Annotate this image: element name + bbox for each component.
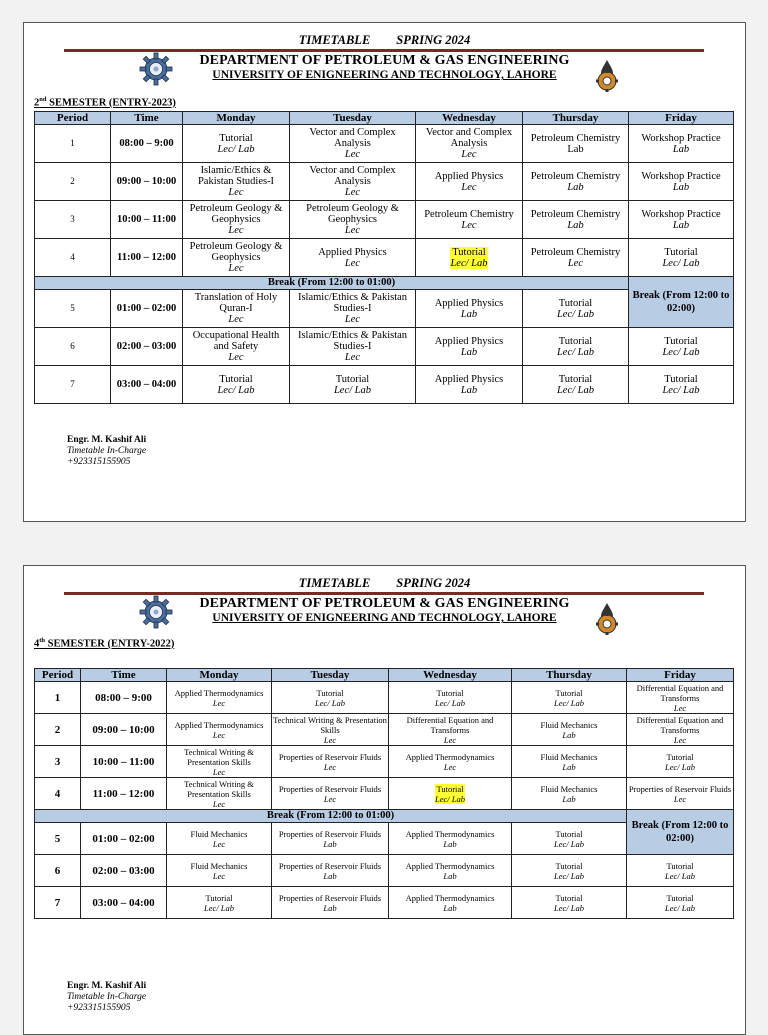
session-type: Lec (461, 219, 477, 231)
column-header: Thursday (523, 112, 629, 125)
class-cell (523, 239, 629, 277)
subject-name: Petroleum Chemistry (424, 208, 514, 220)
class-cell (629, 125, 734, 163)
subject-name: Applied Physics (434, 170, 504, 182)
session-type: Lab (460, 308, 478, 320)
class-cell (290, 163, 416, 201)
class-cell (167, 778, 272, 810)
class-cell (629, 201, 734, 239)
signatory-role: Timetable In-Charge (67, 446, 147, 456)
subject-name: Fluid Mechanics (540, 751, 598, 762)
session-type: Lec (461, 181, 477, 193)
class-cell (523, 125, 629, 163)
session-type: Lec (567, 257, 584, 269)
class-cell (523, 163, 629, 201)
column-header: Time (111, 112, 183, 125)
session-type: Lec (344, 352, 361, 363)
signatory-name: Engr. M. Kashif Ali (67, 981, 147, 991)
signatory-phone: +923315155905 (67, 1003, 131, 1013)
subject-name: Applied Thermodynamics (405, 892, 495, 903)
subject-name: Islamic/Ethics & Pakistan Studies-I (297, 330, 408, 352)
session-type: Lab (562, 761, 576, 772)
timetable-table (34, 668, 734, 919)
session-type: Lec (323, 793, 337, 804)
department-name: DEPARTMENT OF PETROLEUM & GAS ENGINEERING (199, 596, 570, 611)
subject-name: Tutorial (316, 687, 344, 698)
time-cell: 11:00 – 12:00 (111, 239, 183, 277)
time-cell: 11:00 – 12:00 (81, 778, 167, 810)
class-cell (389, 682, 512, 714)
subject-name: Tutorial (555, 687, 583, 698)
subject-name: Applied Thermodynamics (174, 687, 264, 698)
time-cell: 10:00 – 11:00 (111, 201, 183, 239)
time-cell: 08:00 – 9:00 (111, 125, 183, 163)
subject-name: Fluid Mechanics (540, 783, 598, 794)
class-cell (389, 855, 512, 887)
session-type: Lab (672, 219, 690, 231)
period-cell: 4 (35, 239, 111, 277)
class-cell (523, 290, 629, 328)
session-type: Lab (460, 384, 478, 396)
subject-name: Petroleum Geology & Geophysics (189, 241, 283, 263)
session-type: Lec/ Lab (554, 838, 584, 849)
break-label: Break (From 12:00 to 01:00) (35, 810, 627, 823)
subject-name: Workshop Practice (641, 132, 721, 144)
class-cell (183, 125, 290, 163)
subject-name: Tutorial (666, 892, 694, 903)
table-row (35, 682, 734, 714)
university-name: UNIVERSITY OF ENIGNEERING AND TECHNOLOGY, LAHORE (212, 612, 557, 624)
class-cell (629, 239, 734, 277)
session-type: Lec (228, 352, 244, 363)
class-cell (629, 163, 734, 201)
session-type: Lab (443, 838, 457, 849)
subject-name: Properties of Reservoir Fluids (278, 860, 382, 871)
session-type: Lec (344, 314, 361, 325)
subject-name: Tutorial (558, 297, 593, 309)
highlighted-entry (450, 247, 487, 269)
university-name: UNIVERSITY OF ENIGNEERING AND TECHNOLOGY, LAHORE (212, 69, 557, 81)
subject-name: Tutorial (558, 335, 593, 347)
session-type: Lec (212, 870, 226, 881)
session-type: Lec/ Lab (662, 346, 700, 358)
class-cell (627, 778, 734, 810)
highlighted-entry (435, 784, 465, 804)
signatory-role: Timetable In-Charge (67, 992, 147, 1002)
subject-name: Tutorial (205, 892, 233, 903)
table-row (35, 887, 734, 919)
session-type: Lab (323, 838, 337, 849)
column-header: Period (35, 112, 111, 125)
session-type: Lec/ Lab (204, 902, 234, 913)
class-cell (629, 366, 734, 404)
time-cell: 01:00 – 02:00 (81, 823, 167, 855)
subject-name: Tutorial (335, 373, 370, 385)
table-row (35, 201, 734, 239)
class-cell (627, 746, 734, 778)
session-type: Lec/ Lab (556, 308, 595, 320)
subject-name: Applied Physics (434, 297, 504, 309)
subject-name: Occupational Health and Safety (192, 330, 280, 352)
column-header: Tuesday (290, 112, 416, 125)
class-cell (523, 328, 629, 366)
subject-name: Technical Writing & Presentation Skills (273, 714, 387, 735)
session-type: Lec (673, 793, 687, 804)
class-cell (512, 746, 627, 778)
subject-name: Petroleum Chemistry (530, 170, 621, 182)
class-cell (627, 682, 734, 714)
subject-name: Tutorial (436, 687, 464, 698)
subject-name: Fluid Mechanics (540, 719, 598, 730)
session-type: Lab (460, 346, 478, 358)
session-type: Lec/ Lab (315, 697, 345, 708)
session-type: Lec/ Lab (450, 257, 488, 269)
class-cell (627, 714, 734, 746)
friday-break-label: Break (From 12:00 to 02:00) (627, 810, 734, 855)
column-header: Monday (167, 669, 272, 682)
period-cell: 1 (35, 682, 81, 714)
class-cell (389, 823, 512, 855)
class-cell (416, 239, 523, 277)
class-cell (290, 201, 416, 239)
class-cell (272, 746, 389, 778)
subject-name: Differential Equation and Transforms (636, 714, 724, 735)
table-row (35, 125, 734, 163)
subject-name: Petroleum Geology & Geophysics (306, 203, 399, 225)
time-cell: 03:00 – 04:00 (111, 366, 183, 404)
session-type: Lec/ Lab (665, 902, 695, 913)
period-cell: 1 (35, 125, 111, 163)
class-cell (167, 714, 272, 746)
timetable-page-1 (23, 22, 746, 522)
session-type: Lec (673, 734, 687, 745)
table-row (35, 778, 734, 810)
header-row (35, 112, 734, 125)
signature-block (67, 435, 146, 468)
period-cell: 2 (35, 714, 81, 746)
session-type: Lec/ Lab (435, 697, 465, 708)
period-cell: 3 (35, 746, 81, 778)
time-cell: 01:00 – 02:00 (111, 290, 183, 328)
table-row (35, 163, 734, 201)
class-cell (290, 125, 416, 163)
signature-block (67, 981, 146, 1014)
session-type: Lec/ Lab (554, 902, 584, 913)
session-type: Lec (673, 702, 687, 713)
period-cell: 3 (35, 201, 111, 239)
class-cell (389, 746, 512, 778)
subject-name: Petroleum Chemistry Lab (530, 132, 621, 155)
period-cell: 6 (35, 328, 111, 366)
session-type: Lab (323, 902, 337, 913)
table-row (35, 746, 734, 778)
session-type: Lec (344, 149, 361, 160)
time-cell: 10:00 – 11:00 (81, 746, 167, 778)
session-type: Lec (323, 734, 337, 745)
class-cell (512, 714, 627, 746)
subject-name: Fluid Mechanics (190, 860, 248, 871)
subject-name: Vector and Complex Analysis (309, 127, 396, 149)
signatory-name: Engr. M. Kashif Ali (67, 435, 147, 445)
period-cell: 6 (35, 855, 81, 887)
class-cell (183, 328, 290, 366)
session-type: Lec (228, 263, 244, 274)
subject-name: Properties of Reservoir Fluids (278, 828, 382, 839)
column-header: Friday (627, 669, 734, 682)
class-cell (272, 855, 389, 887)
subject-name: Applied Thermodynamics (405, 828, 495, 839)
subject-name: Tutorial (664, 373, 698, 385)
subject-name: Properties of Reservoir Fluids (278, 783, 382, 794)
class-cell (627, 855, 734, 887)
session-type: Lec (212, 729, 226, 740)
class-cell (167, 823, 272, 855)
table-row (35, 328, 734, 366)
session-type: Lab (672, 181, 690, 193)
subject-name: Tutorial (664, 335, 698, 347)
column-header: Time (81, 669, 167, 682)
session-type: Lab (562, 793, 576, 804)
session-type: Lec/ Lab (435, 793, 465, 804)
column-header: Thursday (512, 669, 627, 682)
table-row (35, 366, 734, 404)
table-row (35, 239, 734, 277)
session-type: Lec (228, 187, 244, 198)
subject-name: Technical Writing & Presentation Skills (184, 778, 254, 799)
subject-name: Tutorial (666, 751, 694, 762)
time-cell: 03:00 – 04:00 (81, 887, 167, 919)
timetable-heading: TIMETABLE SPRING 2024 (298, 576, 471, 590)
subject-name: Vector and Complex Analysis (309, 165, 396, 187)
subject-name: Islamic/Ethics & Pakistan Studies-I (197, 165, 275, 187)
class-cell (272, 714, 389, 746)
session-type: Lec/ Lab (556, 384, 595, 396)
subject-name: Translation of Holy Quran-I (194, 292, 278, 314)
session-type: Lab (672, 143, 690, 155)
class-cell (416, 366, 523, 404)
session-type: Lec (344, 225, 361, 236)
subject-name: Workshop Practice (641, 170, 721, 182)
subject-name: Applied Physics (318, 246, 387, 258)
class-cell (512, 682, 627, 714)
session-type: Lec (212, 798, 226, 809)
header-row (35, 669, 734, 682)
class-cell (629, 328, 734, 366)
subject-name: Tutorial (558, 373, 593, 385)
time-cell: 09:00 – 10:00 (81, 714, 167, 746)
column-header: Wednesday (416, 112, 523, 125)
class-cell (183, 201, 290, 239)
semester-label: 4th SEMESTER (ENTRY-2022) (34, 637, 175, 650)
session-type: Lec/ Lab (665, 870, 695, 881)
class-cell (512, 887, 627, 919)
session-type: Lec/ Lab (662, 257, 700, 269)
period-cell: 5 (35, 290, 111, 328)
class-cell (290, 290, 416, 328)
session-type: Lec (461, 149, 477, 160)
subject-name: Tutorial (666, 860, 694, 871)
session-type: Lec/ Lab (217, 384, 255, 396)
class-cell (183, 366, 290, 404)
subject-name: Applied Thermodynamics (405, 860, 495, 871)
session-type: Lec (228, 314, 244, 325)
class-cell (272, 887, 389, 919)
session-type: Lec (344, 257, 361, 269)
column-header: Period (35, 669, 81, 682)
subject-name: Differential Equation and Transforms (636, 682, 724, 703)
class-cell (290, 239, 416, 277)
subject-name: Tutorial (219, 132, 253, 144)
period-cell: 7 (35, 366, 111, 404)
class-cell (272, 823, 389, 855)
class-cell (290, 328, 416, 366)
session-type: Lec (443, 734, 457, 745)
class-cell (389, 778, 512, 810)
class-cell (512, 823, 627, 855)
subject-name: Tutorial (555, 892, 583, 903)
column-header: Friday (629, 112, 734, 125)
class-cell (416, 328, 523, 366)
session-type: Lec/ Lab (554, 697, 584, 708)
session-type: Lec/ Lab (217, 143, 255, 155)
class-cell (512, 855, 627, 887)
class-cell (183, 239, 290, 277)
semester-label: 2nd SEMESTER (ENTRY-2023) (34, 96, 176, 109)
session-type: Lec (323, 761, 337, 772)
time-cell: 02:00 – 03:00 (111, 328, 183, 366)
class-cell (512, 778, 627, 810)
session-type: Lab (443, 870, 457, 881)
session-type: Lec (212, 766, 226, 777)
session-type: Lec/ Lab (554, 870, 584, 881)
subject-name: Applied Thermodynamics (174, 719, 264, 730)
subject-name: Applied Physics (434, 373, 504, 385)
subject-name: Properties of Reservoir Fluids (628, 783, 732, 794)
session-type: Lec/ Lab (662, 384, 700, 396)
session-type: Lab (567, 181, 584, 193)
break-row (35, 277, 734, 290)
subject-name: Petroleum Geology & Geophysics (189, 203, 283, 225)
session-type: Lec (344, 187, 361, 198)
break-label: Break (From 12:00 to 01:00) (35, 277, 629, 290)
subject-name: Applied Physics (434, 335, 504, 347)
class-cell (416, 290, 523, 328)
subject-name: Properties of Reservoir Fluids (278, 751, 382, 762)
class-cell (183, 163, 290, 201)
session-type: Lab (443, 902, 457, 913)
time-cell: 08:00 – 9:00 (81, 682, 167, 714)
period-cell: 7 (35, 887, 81, 919)
time-cell: 02:00 – 03:00 (81, 855, 167, 887)
session-type: Lec/ Lab (665, 761, 695, 772)
subject-name: Tutorial (664, 246, 698, 258)
subject-name: Technical Writing & Presentation Skills (184, 746, 254, 767)
column-header: Tuesday (272, 669, 389, 682)
timetable-table (34, 111, 734, 404)
subject-name: Islamic/Ethics & Pakistan Studies-I (297, 292, 408, 314)
subject-name: Vector and Complex Analysis (425, 127, 513, 149)
break-row (35, 810, 734, 823)
class-cell (523, 366, 629, 404)
column-header: Wednesday (389, 669, 512, 682)
signatory-phone: +923315155905 (67, 457, 131, 467)
subject-name: Tutorial (555, 828, 583, 839)
subject-name: Tutorial (219, 373, 253, 385)
friday-break-label: Break (From 12:00 to 02:00) (629, 277, 734, 328)
session-type: Lab (567, 219, 584, 231)
class-cell (290, 366, 416, 404)
class-cell (627, 887, 734, 919)
session-type: Lab (323, 870, 337, 881)
subject-name: Differential Equation and Transforms (406, 714, 494, 735)
timetable-heading: TIMETABLE SPRING 2024 (298, 33, 471, 47)
subject-name: Tutorial (555, 860, 583, 871)
session-type: Lec (443, 761, 457, 772)
department-name: DEPARTMENT OF PETROLEUM & GAS ENGINEERING (199, 53, 570, 68)
class-cell (389, 887, 512, 919)
session-type: Lec/ Lab (333, 384, 372, 396)
subject-name: Applied Thermodynamics (405, 751, 495, 762)
class-cell (416, 163, 523, 201)
class-cell (183, 290, 290, 328)
class-cell (389, 714, 512, 746)
subject-name: Fluid Mechanics (190, 828, 248, 839)
class-cell (272, 778, 389, 810)
session-type: Lec/ Lab (556, 346, 595, 358)
class-cell (416, 125, 523, 163)
period-cell: 5 (35, 823, 81, 855)
class-cell (523, 201, 629, 239)
subject-name: Tutorial (452, 246, 486, 258)
period-cell: 4 (35, 778, 81, 810)
class-cell (167, 746, 272, 778)
class-cell (167, 855, 272, 887)
column-header: Monday (183, 112, 290, 125)
timetable-page-2 (23, 565, 746, 1035)
time-cell: 09:00 – 10:00 (111, 163, 183, 201)
session-type: Lec (212, 697, 226, 708)
class-cell (416, 201, 523, 239)
table-row (35, 714, 734, 746)
session-type: Lec (228, 225, 244, 236)
table-row (35, 855, 734, 887)
subject-name: Workshop Practice (641, 208, 721, 220)
class-cell (167, 682, 272, 714)
subject-name: Tutorial (436, 783, 464, 794)
class-cell (272, 682, 389, 714)
session-type: Lab (562, 729, 576, 740)
class-cell (167, 887, 272, 919)
subject-name: Properties of Reservoir Fluids (278, 892, 382, 903)
session-type: Lec (212, 838, 226, 849)
period-cell: 2 (35, 163, 111, 201)
subject-name: Petroleum Chemistry (530, 208, 621, 220)
subject-name: Petroleum Chemistry (530, 246, 621, 258)
